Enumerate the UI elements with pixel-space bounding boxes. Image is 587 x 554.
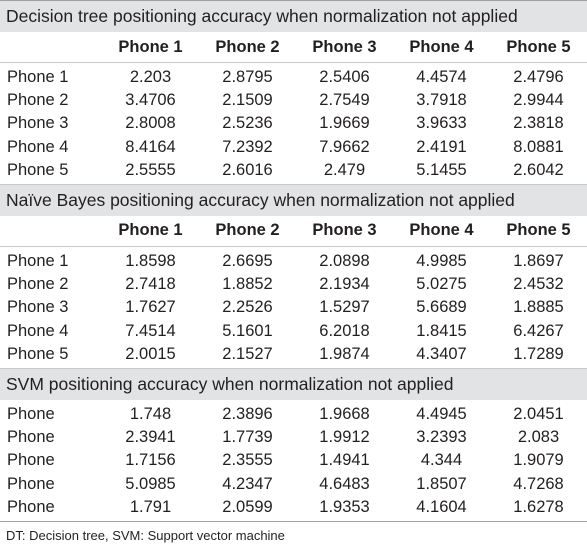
table-row (0, 63, 587, 90)
table-cell: 5.6689 (416, 298, 467, 317)
row-label: Phone 1 (7, 68, 69, 87)
table-cell: 2.2526 (222, 298, 273, 317)
decision-tree-table-title: Decision tree positioning accuracy when normalization not applied (0, 0, 587, 32)
table-cell: 2.8008 (125, 114, 176, 133)
table-cell: 1.9912 (319, 428, 370, 447)
table-cell: 2.5406 (319, 68, 370, 87)
table-cell: 1.8697 (513, 252, 564, 271)
column-header: Phone 4 (409, 37, 474, 56)
table-row (0, 159, 587, 184)
table-cell: 4.3407 (416, 344, 467, 363)
table-cell: 1.7627 (125, 298, 176, 317)
table-row (0, 246, 587, 273)
table-cell: 4.7268 (513, 474, 564, 493)
column-header: Phone 2 (215, 37, 280, 56)
table-cell: 1.9353 (319, 497, 370, 516)
table-cell: 2.6042 (513, 160, 564, 179)
row-label: Phone 5 (7, 160, 69, 179)
naive-bayes-table-title: Naïve Bayes positioning accuracy when normalization not applied (0, 184, 587, 216)
column-header: Phone 1 (118, 221, 183, 240)
table-body (0, 400, 587, 521)
table-cell: 2.0451 (513, 404, 564, 423)
row-label: Phone 5 (7, 344, 69, 363)
table-cell: 5.1455 (416, 160, 467, 179)
svm-table (0, 400, 587, 521)
table-cell: 2.0599 (222, 497, 273, 516)
table-cell: 2.5555 (125, 160, 176, 179)
table-cell: 2.203 (129, 68, 172, 87)
table-row (0, 296, 587, 319)
row-label: Phone 1 (7, 252, 69, 271)
table-cell: 2.0015 (125, 344, 176, 363)
table-cell: 4.6483 (319, 474, 370, 493)
table-cell: 1.9874 (319, 344, 370, 363)
table-cell: 2.1509 (222, 91, 273, 110)
table-cell: 7.2392 (222, 137, 273, 156)
table-row (0, 343, 587, 368)
table-row (0, 89, 587, 112)
table-cell: 2.7549 (319, 91, 370, 110)
table-cell: 4.9985 (416, 252, 467, 271)
row-label: Phone (7, 451, 55, 470)
table-row (0, 449, 587, 472)
table-cell: 8.4164 (125, 137, 176, 156)
row-label: Phone (7, 497, 55, 516)
naive-bayes-table (0, 216, 587, 368)
table-cell: 3.4706 (125, 91, 176, 110)
row-label: Phone 4 (7, 321, 69, 340)
table-cell: 1.9668 (319, 404, 370, 423)
table-cell: 1.6278 (513, 497, 564, 516)
table-cell: 2.5236 (222, 114, 273, 133)
table-cell: 8.0881 (513, 137, 564, 156)
table-cell: 6.4267 (513, 321, 564, 340)
table-cell: 7.4514 (125, 321, 176, 340)
column-header: Phone 3 (312, 221, 377, 240)
table-cell: 4.2347 (222, 474, 273, 493)
table-cell: 2.7418 (125, 275, 176, 294)
table-cell: 2.9944 (513, 91, 564, 110)
table-cell: 4.1604 (416, 497, 467, 516)
row-label: Phone 3 (7, 114, 69, 133)
column-header-row (0, 216, 587, 247)
table-body (0, 246, 587, 367)
row-label: Phone 2 (7, 275, 69, 294)
table-cell: 1.7739 (222, 428, 273, 447)
column-header: Phone 5 (506, 221, 571, 240)
table-cell: 3.2393 (416, 428, 467, 447)
table-cell: 2.8795 (222, 68, 273, 87)
table-row (0, 472, 587, 495)
table-cell: 2.6695 (222, 252, 273, 271)
row-label: Phone (7, 474, 55, 493)
table-cell: 1.7156 (125, 451, 176, 470)
column-header (0, 216, 102, 247)
table-cell: 7.9662 (319, 137, 370, 156)
table-cell: 1.791 (129, 497, 172, 516)
table-cell: 5.1601 (222, 321, 273, 340)
table-cell: 2.3941 (125, 428, 176, 447)
table-cell: 4.4574 (416, 68, 467, 87)
column-header (0, 32, 102, 63)
table-cell: 1.8507 (416, 474, 467, 493)
column-header: Phone 1 (118, 37, 183, 56)
table-cell: 1.5297 (319, 298, 370, 317)
table-cell: 2.1934 (319, 275, 370, 294)
table-cell: 1.7289 (513, 344, 564, 363)
row-label: Phone 2 (7, 91, 69, 110)
table-row (0, 273, 587, 296)
table-row (0, 112, 587, 135)
table-cell: 5.0275 (416, 275, 467, 294)
column-header: Phone 4 (409, 221, 474, 240)
table-cell: 1.8885 (513, 298, 564, 317)
table-cell: 1.8598 (125, 252, 176, 271)
table-footnote: DT: Decision tree, SVM: Support vector machine (0, 521, 587, 548)
table-cell: 2.1527 (222, 344, 273, 363)
table-row (0, 400, 587, 426)
table-body (0, 63, 587, 184)
table-row (0, 426, 587, 449)
table-row (0, 136, 587, 159)
table-cell: 2.6016 (222, 160, 273, 179)
table-cell: 2.4532 (513, 275, 564, 294)
table-cell: 4.4945 (416, 404, 467, 423)
decision-tree-table (0, 32, 587, 184)
table-cell: 2.4796 (513, 68, 564, 87)
column-header: Phone 3 (312, 37, 377, 56)
table-cell: 1.4941 (319, 451, 370, 470)
row-label: Phone 3 (7, 298, 69, 317)
table-cell: 2.4191 (416, 137, 467, 156)
table-cell: 2.3896 (222, 404, 273, 423)
table-cell: 3.9633 (416, 114, 467, 133)
table-cell: 1.9669 (319, 114, 370, 133)
svm-table-title: SVM positioning accuracy when normalization not applied (0, 368, 587, 400)
column-header: Phone 2 (215, 221, 280, 240)
table-cell: 2.479 (323, 160, 366, 179)
row-label: Phone (7, 428, 55, 447)
table-cell: 6.2018 (319, 321, 370, 340)
table-cell: 2.3555 (222, 451, 273, 470)
table-cell: 3.7918 (416, 91, 467, 110)
table-row (0, 320, 587, 343)
table-cell: 2.083 (517, 428, 560, 447)
column-header-row (0, 32, 587, 63)
row-label: Phone 4 (7, 137, 69, 156)
table-cell: 4.344 (420, 451, 463, 470)
table-cell: 1.8852 (222, 275, 273, 294)
column-header: Phone 5 (506, 37, 571, 56)
table-cell: 1.9079 (513, 451, 564, 470)
table-cell: 5.0985 (125, 474, 176, 493)
table-cell: 2.3818 (513, 114, 564, 133)
table-cell: 1.748 (129, 404, 172, 423)
table-row (0, 496, 587, 521)
row-label: Phone (7, 404, 55, 423)
table-cell: 2.0898 (319, 252, 370, 271)
table-cell: 1.8415 (416, 321, 467, 340)
